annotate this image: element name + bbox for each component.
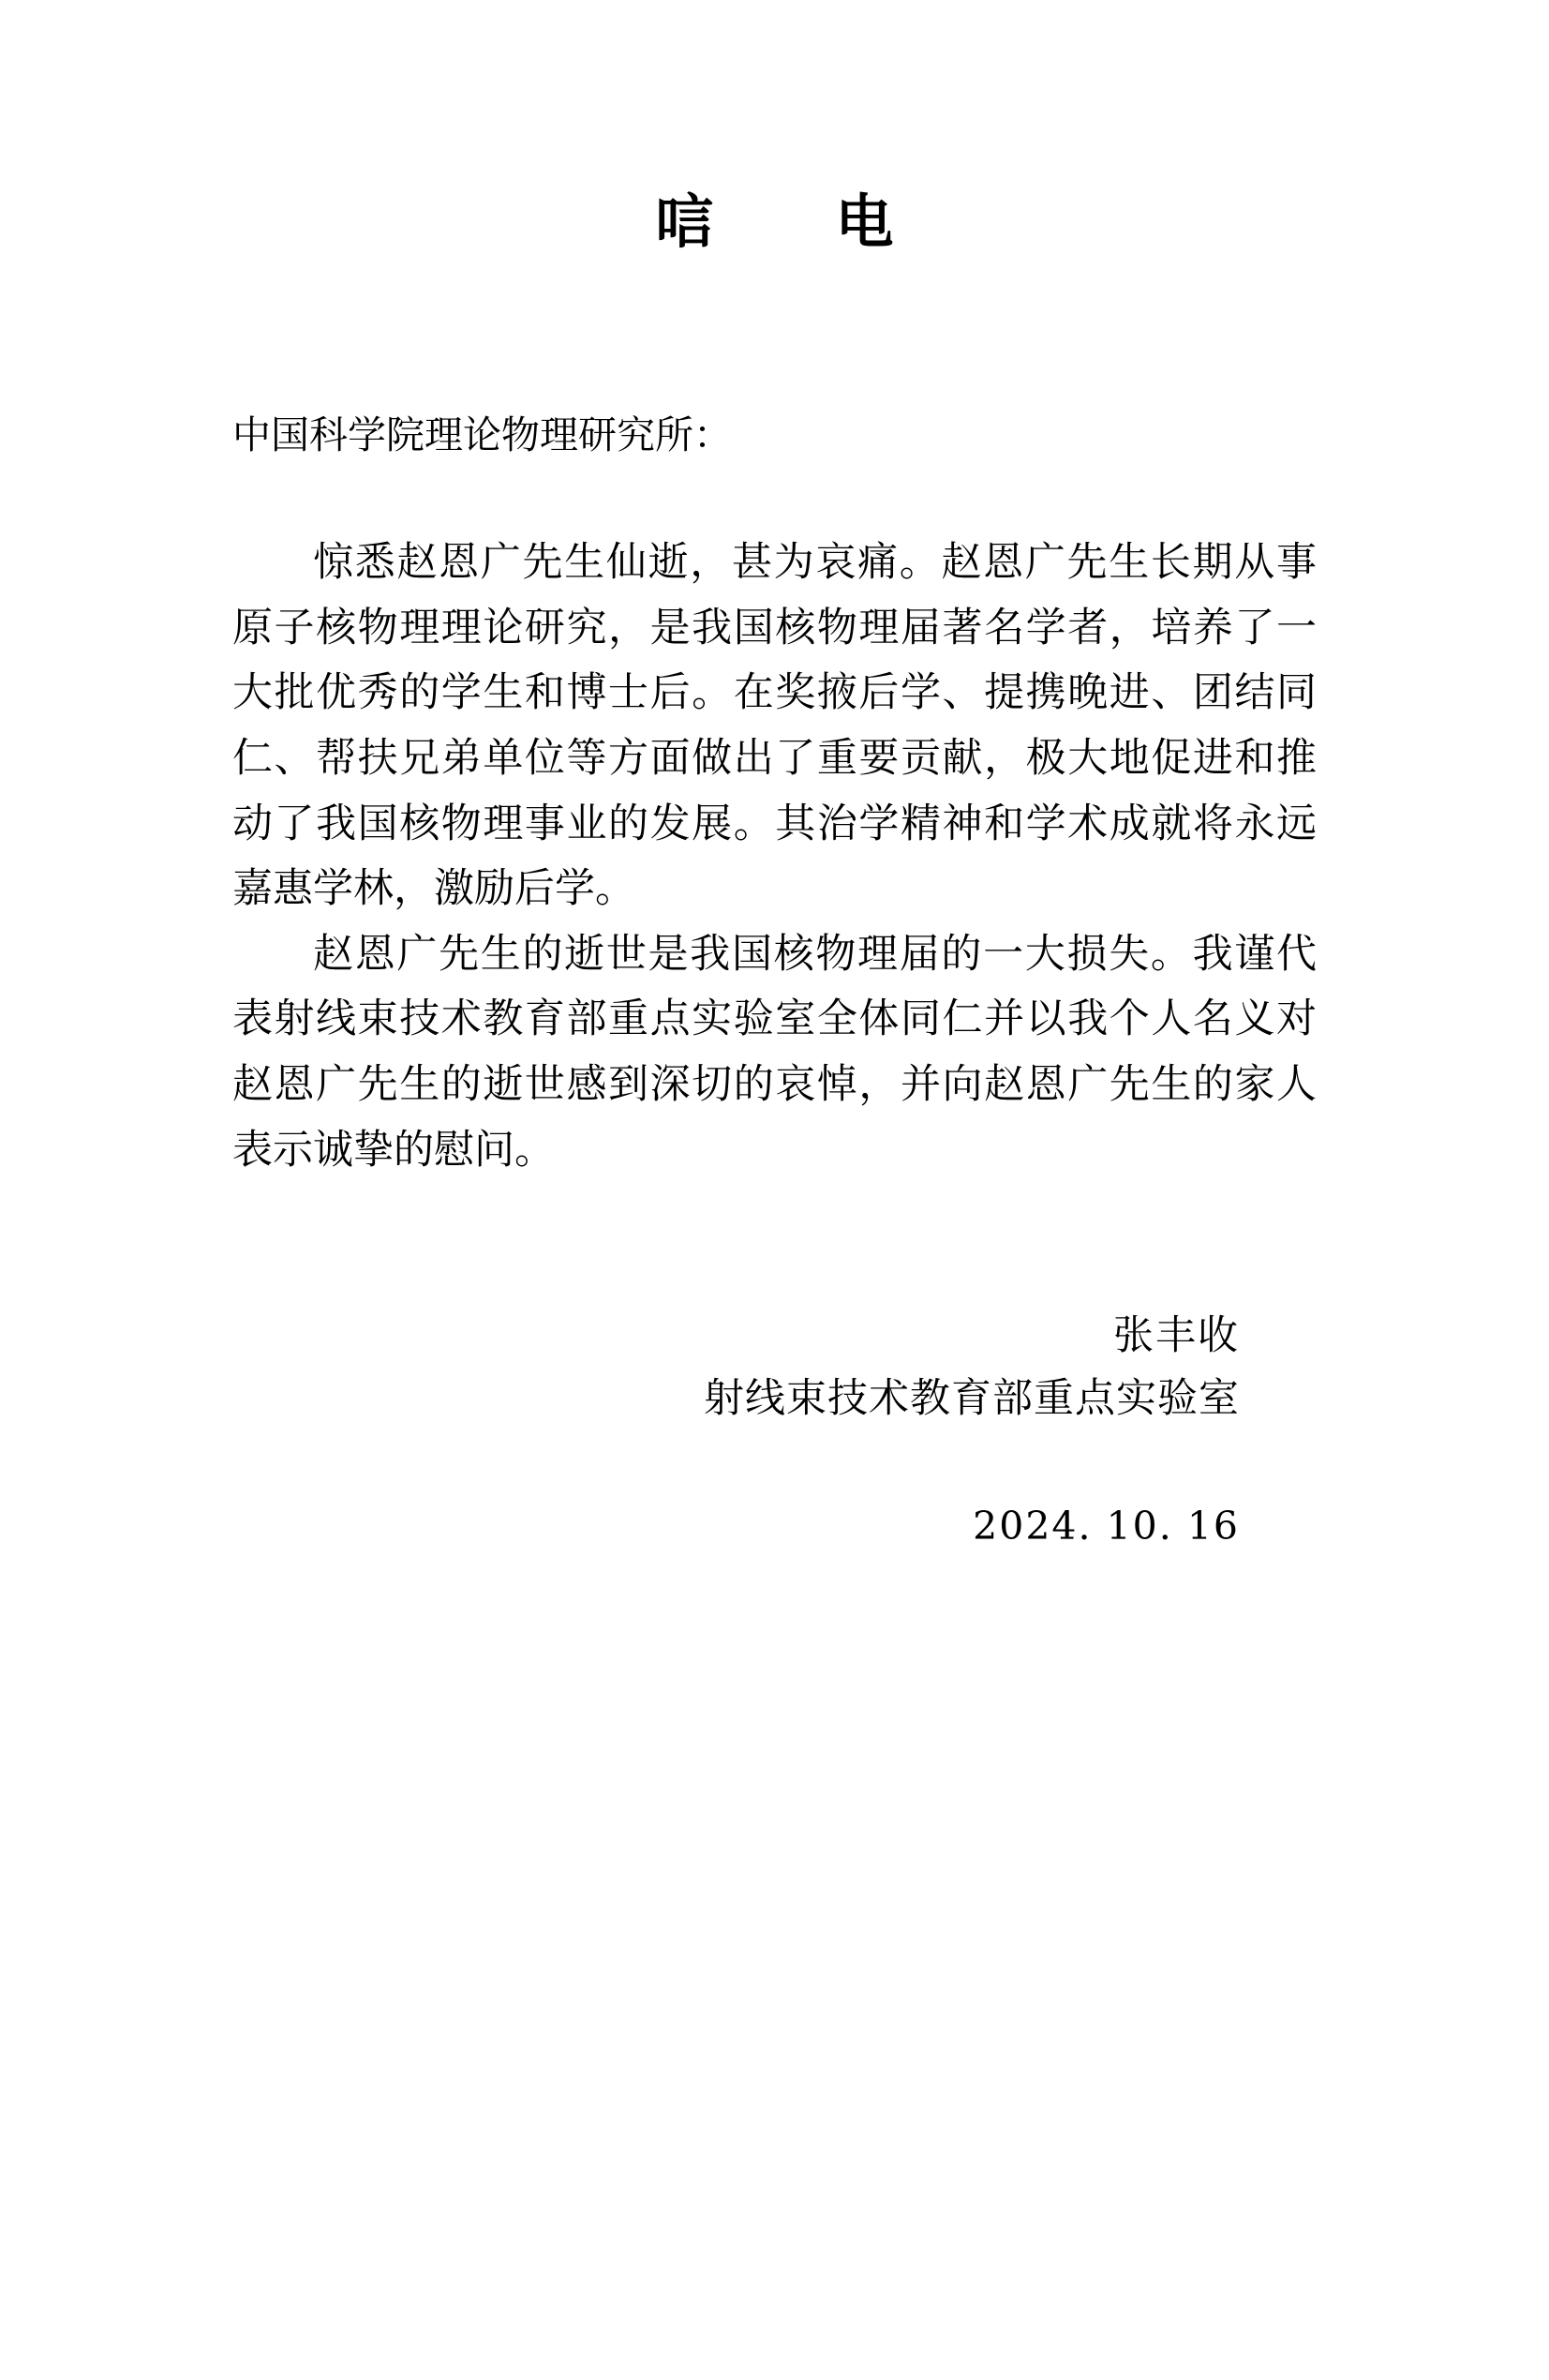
signature-block (0, 1305, 1240, 1429)
signature-name: 张丰收 (1113, 1312, 1240, 1360)
addressee-line: 中国科学院理论物理研究所： (232, 412, 732, 458)
signature-organization: 射线束技术教育部重点实验室 (704, 1375, 1240, 1423)
body-paragraph: 惊悉赵恩广先生仙逝，甚为哀痛。赵恩广先生长期从事原子核物理理论研究，是我国核物理届著名学者，培养了一大批优秀的学生和博士后。在奖掖后学、提携晚进、团结同仁、帮扶兄弟单位等方面做出了重要贡献，极大地促进和推动了我国核物理事业的发展。其治学精神和学术成就将永远嘉惠学林，激励后学。 (232, 538, 1317, 913)
body-paragraph: 赵恩广先生的逝世是我国核物理届的一大损失。我谨代表射线束技术教育部重点实验室全体同仁并以我个人名义对赵恩广先生的逝世感到深切的哀悼，并向赵恩广先生的家人表示诚挚的慰问。 (232, 930, 1317, 1174)
document-page (0, 187, 1549, 2380)
page-title: 唁 电 (655, 187, 926, 256)
document-body (232, 531, 1317, 1184)
signature-date: 2024. 10. 16 (973, 1503, 1240, 1549)
